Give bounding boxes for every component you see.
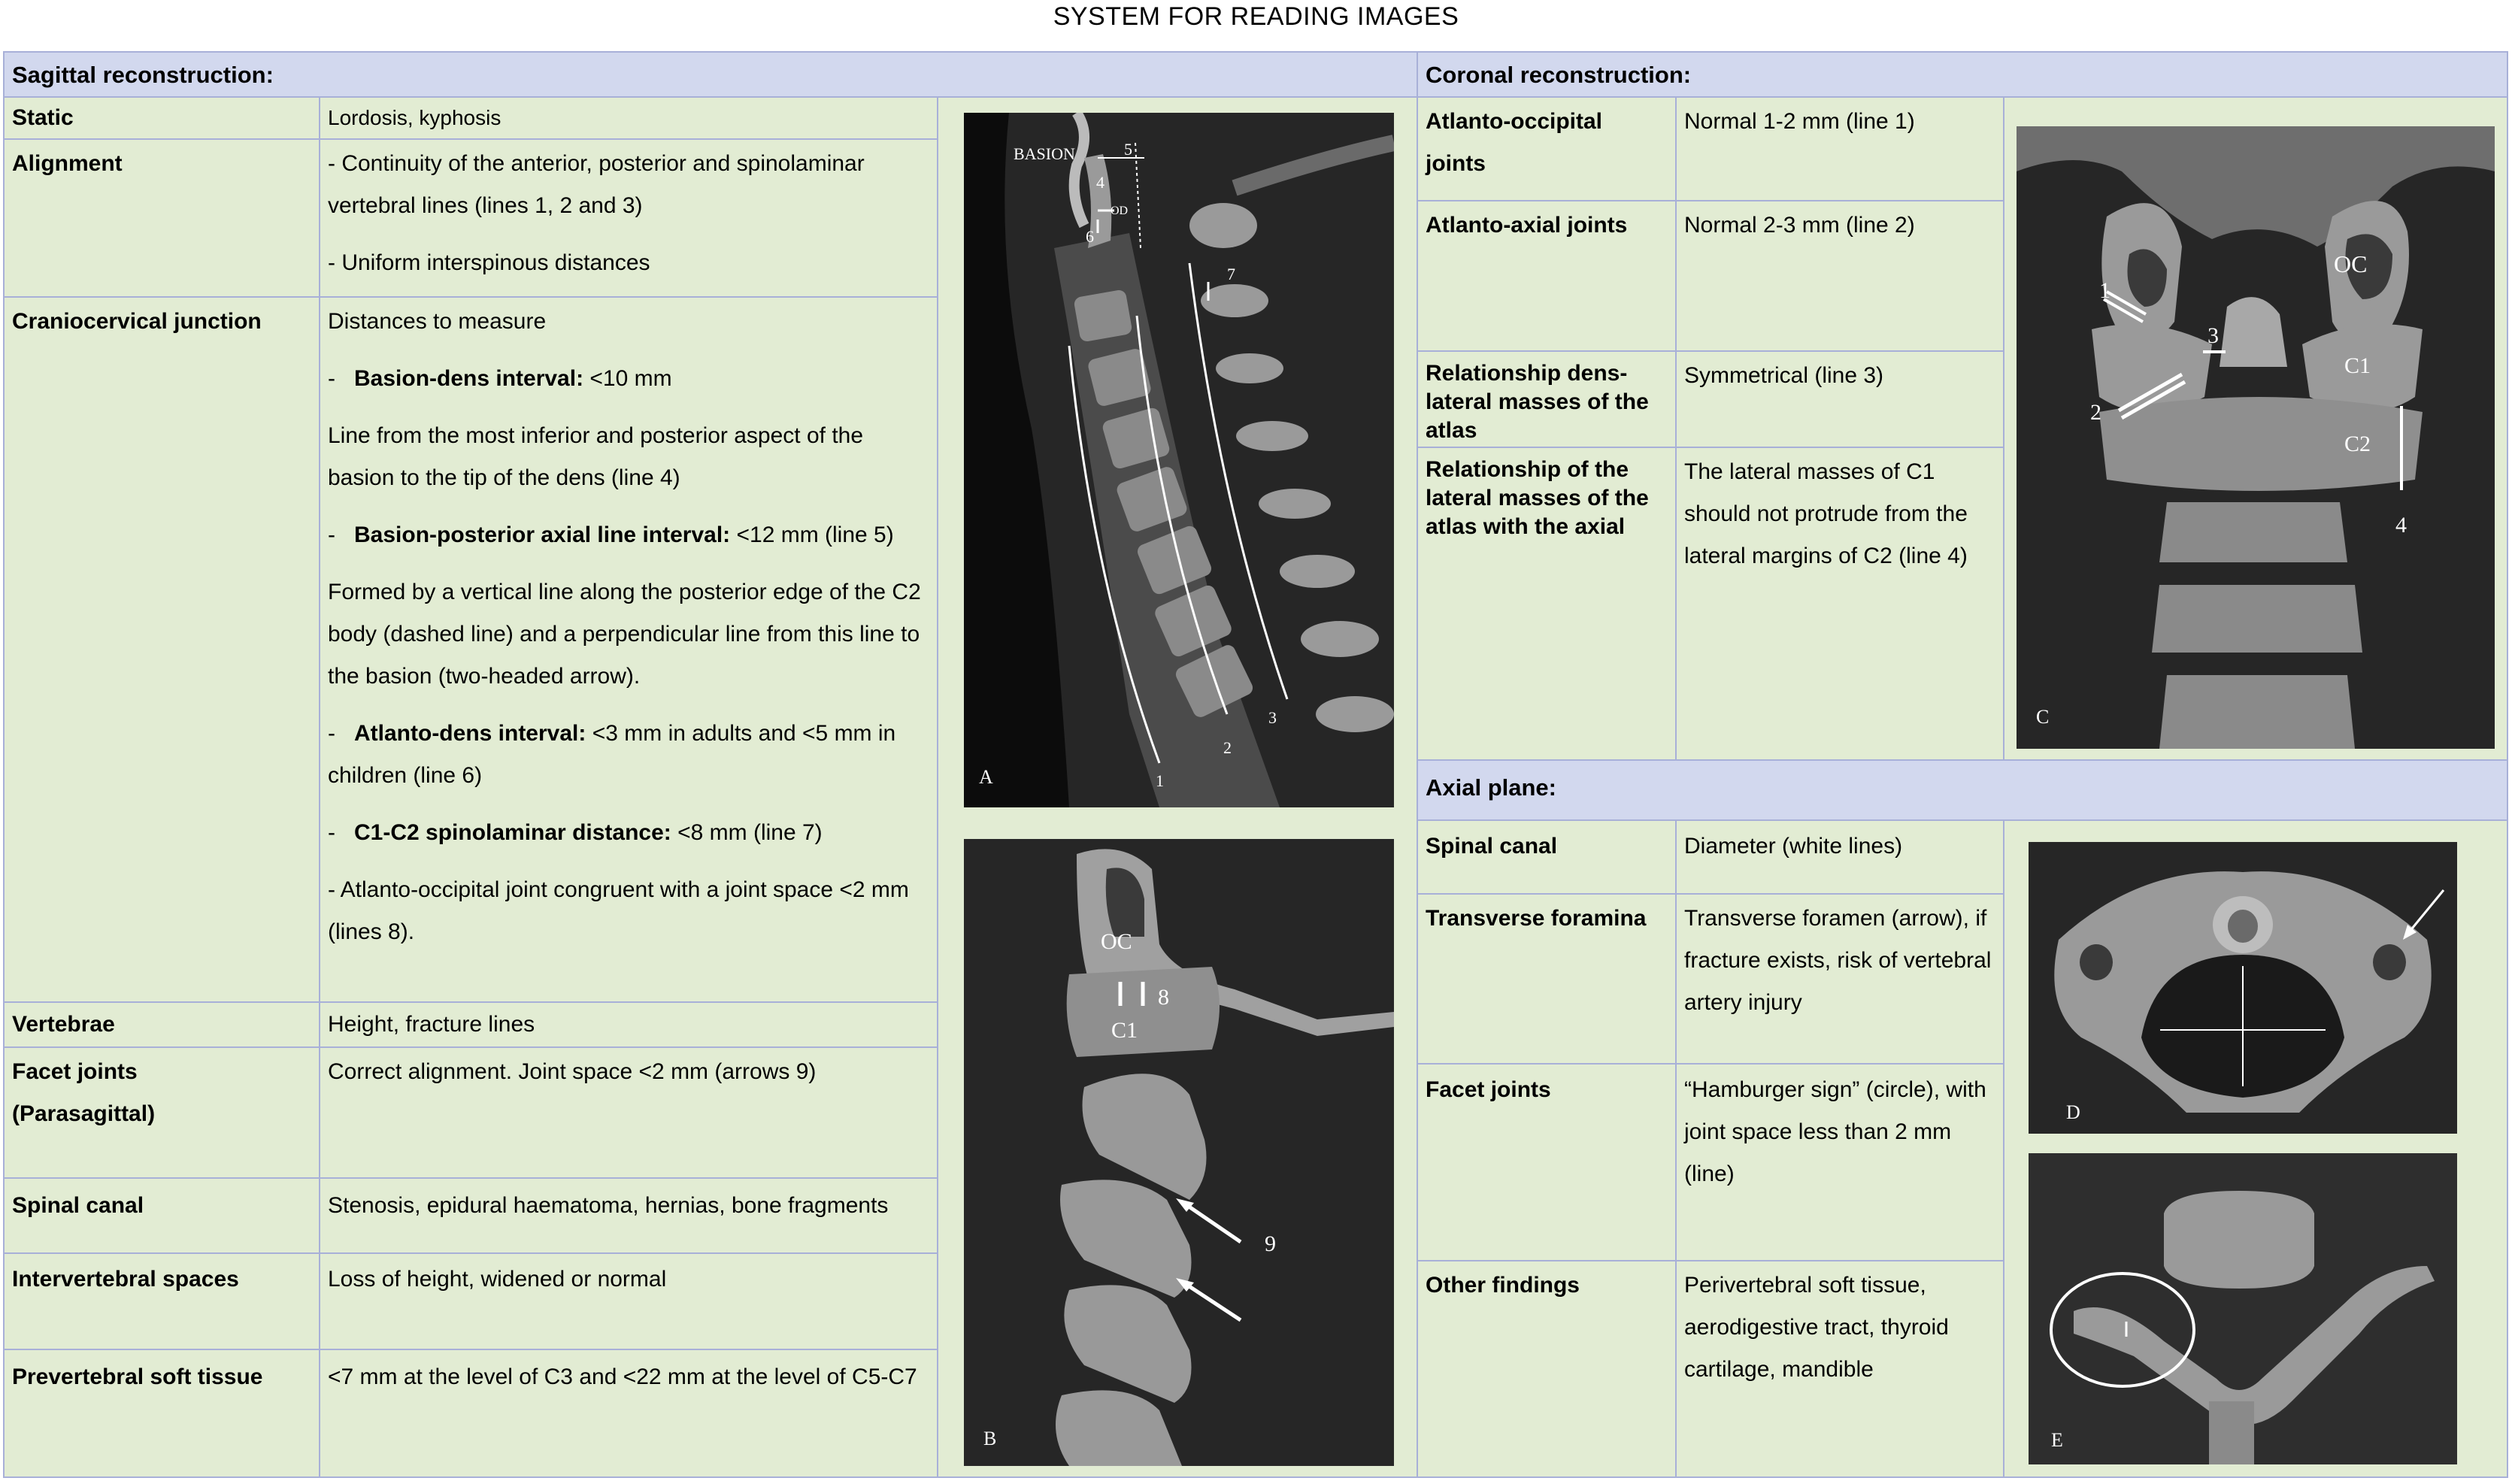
label-4: 4 <box>2395 513 2407 538</box>
basion-dens-label: Basion-dens interval: <box>354 366 584 391</box>
coronal-aa-label: Atlanto-axial joints <box>1417 200 1677 352</box>
atlanto-dens-value: <3 mm in adults and <5 mm in children (line 6) <box>328 721 896 788</box>
axial-other-value: Perivertebral soft tissue, aerodigestive tract, thyroid cartilage, mandible <box>1675 1260 2004 1478</box>
label-c1: C1 <box>1111 1018 1138 1043</box>
label-basion: BASION <box>1014 144 1075 163</box>
alignment-line-2: - Uniform interspinous distances <box>328 250 650 275</box>
basion-dens-value: <10 mm <box>583 366 672 391</box>
axial-facet-value: “Hamburger sign” (circle), with joint space less than 2 mm (line) <box>1675 1063 2004 1261</box>
ct-image-c <box>2017 126 2495 749</box>
sagittal-vertebrae-value: Height, fracture lines <box>319 1001 938 1048</box>
coronal-dens-label: Relationship dens-lateral masses of the atlas <box>1417 350 1677 448</box>
label-2: 2 <box>2090 400 2101 425</box>
ccj-atlanto-dens <box>328 713 929 797</box>
page-title: SYSTEM FOR READING IMAGES <box>1053 2 1459 31</box>
ct-image-d <box>2029 842 2457 1134</box>
bullet-dash: - <box>328 366 354 391</box>
coronal-aa-value: Normal 2-3 mm (line 2) <box>1675 200 2004 352</box>
label-8: 8 <box>1158 985 1169 1010</box>
sagittal-alignment-value <box>319 138 938 298</box>
ct-image-b <box>964 839 1394 1466</box>
ccj-basion-dens-desc: Line from the most inferior and posterior aspect of the basion to the tip of the dens (line 4) <box>328 423 864 490</box>
image-letter-c: C <box>2036 706 2050 728</box>
label-2: 2 <box>1223 738 1232 757</box>
sagittal-vertebrae-label: Vertebrae <box>3 1001 320 1048</box>
alignment-line-1: - Continuity of the anterior, posterior and spinolaminar vertebral lines (lines 1, 2 and 3) <box>328 151 865 218</box>
sagittal-ccj-value <box>319 296 938 1003</box>
bullet-dash: - <box>328 820 354 845</box>
label-oc: OC <box>2334 250 2368 277</box>
axial-facet-label: Facet joints <box>1417 1063 1677 1261</box>
label-1: 1 <box>1156 771 1164 790</box>
bpa-value: <12 mm (line 5) <box>730 522 894 547</box>
label-9: 9 <box>1265 1231 1276 1256</box>
sagittal-alignment-label: Alignment <box>3 138 320 298</box>
ct-image-e <box>2029 1153 2457 1464</box>
bullet-dash: - <box>328 522 354 547</box>
ccj-bpa <box>328 514 929 556</box>
sagittal-prevertebral-value: <7 mm at the level of C3 and <22 mm at the level of C5-C7 <box>319 1349 938 1478</box>
ccj-atlanto-occipital: - Atlanto-occipital joint congruent with a joint space <2 mm (lines 8). <box>328 877 909 944</box>
label-4: 4 <box>1096 173 1104 192</box>
sagittal-static-value: Lordosis, kyphosis <box>319 96 938 140</box>
label-7: 7 <box>1227 265 1235 283</box>
label-5: 5 <box>1124 140 1132 159</box>
sagittal-canal-value: Stenosis, epidural haematoma, hernias, bone fragments <box>319 1177 938 1254</box>
image-letter-b: B <box>983 1428 997 1449</box>
axial-other-label: Other findings <box>1417 1260 1677 1478</box>
spinolaminar-label: C1-C2 spinolaminar distance: <box>354 820 671 845</box>
coronal-lm-value: The lateral masses of C1 should not protrude from the lateral margins of C2 (line 4) <box>1675 447 2004 761</box>
coronal-ao-value: Normal 1-2 mm (line 1) <box>1675 96 2004 201</box>
bpa-label: Basion-posterior axial line interval: <box>354 522 731 547</box>
atlanto-dens-label: Atlanto-dens interval: <box>354 721 586 746</box>
sagittal-static-label: Static <box>3 96 320 140</box>
sagittal-facet-value: Correct alignment. Joint space <2 mm (arrows 9) <box>319 1046 938 1179</box>
ct-image-a <box>964 113 1394 807</box>
label-6: 6 <box>1086 227 1094 246</box>
label-oc: OC <box>1101 929 1132 954</box>
coronal-header: Coronal reconstruction: <box>1417 51 2508 98</box>
sagittal-intervertebral-value: Loss of height, widened or normal <box>319 1252 938 1350</box>
axial-foramina-value: Transverse foramen (arrow), if fracture exists, risk of vertebral artery injury <box>1675 893 2004 1065</box>
label-c1: C1 <box>2344 353 2371 378</box>
image-letter-d: D <box>2066 1101 2080 1123</box>
facet-label-line-1: Facet joints <box>12 1059 138 1084</box>
ccj-intro: Distances to measure <box>328 309 547 334</box>
label-1: 1 <box>2099 278 2111 303</box>
sagittal-facet-label <box>3 1046 320 1179</box>
axial-header: Axial plane: <box>1417 759 2508 821</box>
coronal-dens-value: Symmetrical (line 3) <box>1675 350 2004 448</box>
ccj-bpa-desc: Formed by a vertical line along the posterior edge of the C2 body (dashed line) and a perpendicular line from this line to the basion (two-headed arrow). <box>328 580 921 689</box>
sagittal-ccj-label: Craniocervical junction <box>3 296 320 1003</box>
axial-canal-value: Diameter (white lines) <box>1675 819 2004 895</box>
image-letter-e: E <box>2051 1429 2063 1451</box>
axial-foramina-label: Transverse foramina <box>1417 893 1677 1065</box>
coronal-ao-label: Atlanto-occipital joints <box>1417 96 1677 201</box>
ccj-spinolaminar <box>328 812 929 854</box>
sagittal-prevertebral-label: Prevertebral soft tissue <box>3 1349 320 1478</box>
ccj-basion-dens <box>328 358 929 400</box>
sagittal-intervertebral-label: Intervertebral spaces <box>3 1252 320 1350</box>
sagittal-header: Sagittal reconstruction: <box>3 51 1418 98</box>
facet-label-line-2: (Parasagittal) <box>12 1101 156 1126</box>
bullet-dash: - <box>328 721 354 746</box>
sagittal-canal-label: Spinal canal <box>3 1177 320 1254</box>
coronal-lm-label: Relationship of the lateral masses of the atlas with the axial <box>1417 447 1677 761</box>
label-3: 3 <box>2207 323 2219 348</box>
label-3: 3 <box>1268 708 1277 727</box>
image-letter-a: A <box>979 766 993 788</box>
spinolaminar-value: <8 mm (line 7) <box>671 820 823 845</box>
label-c2: C2 <box>2344 432 2371 456</box>
axial-canal-label: Spinal canal <box>1417 819 1677 895</box>
label-od: OD <box>1111 204 1129 217</box>
